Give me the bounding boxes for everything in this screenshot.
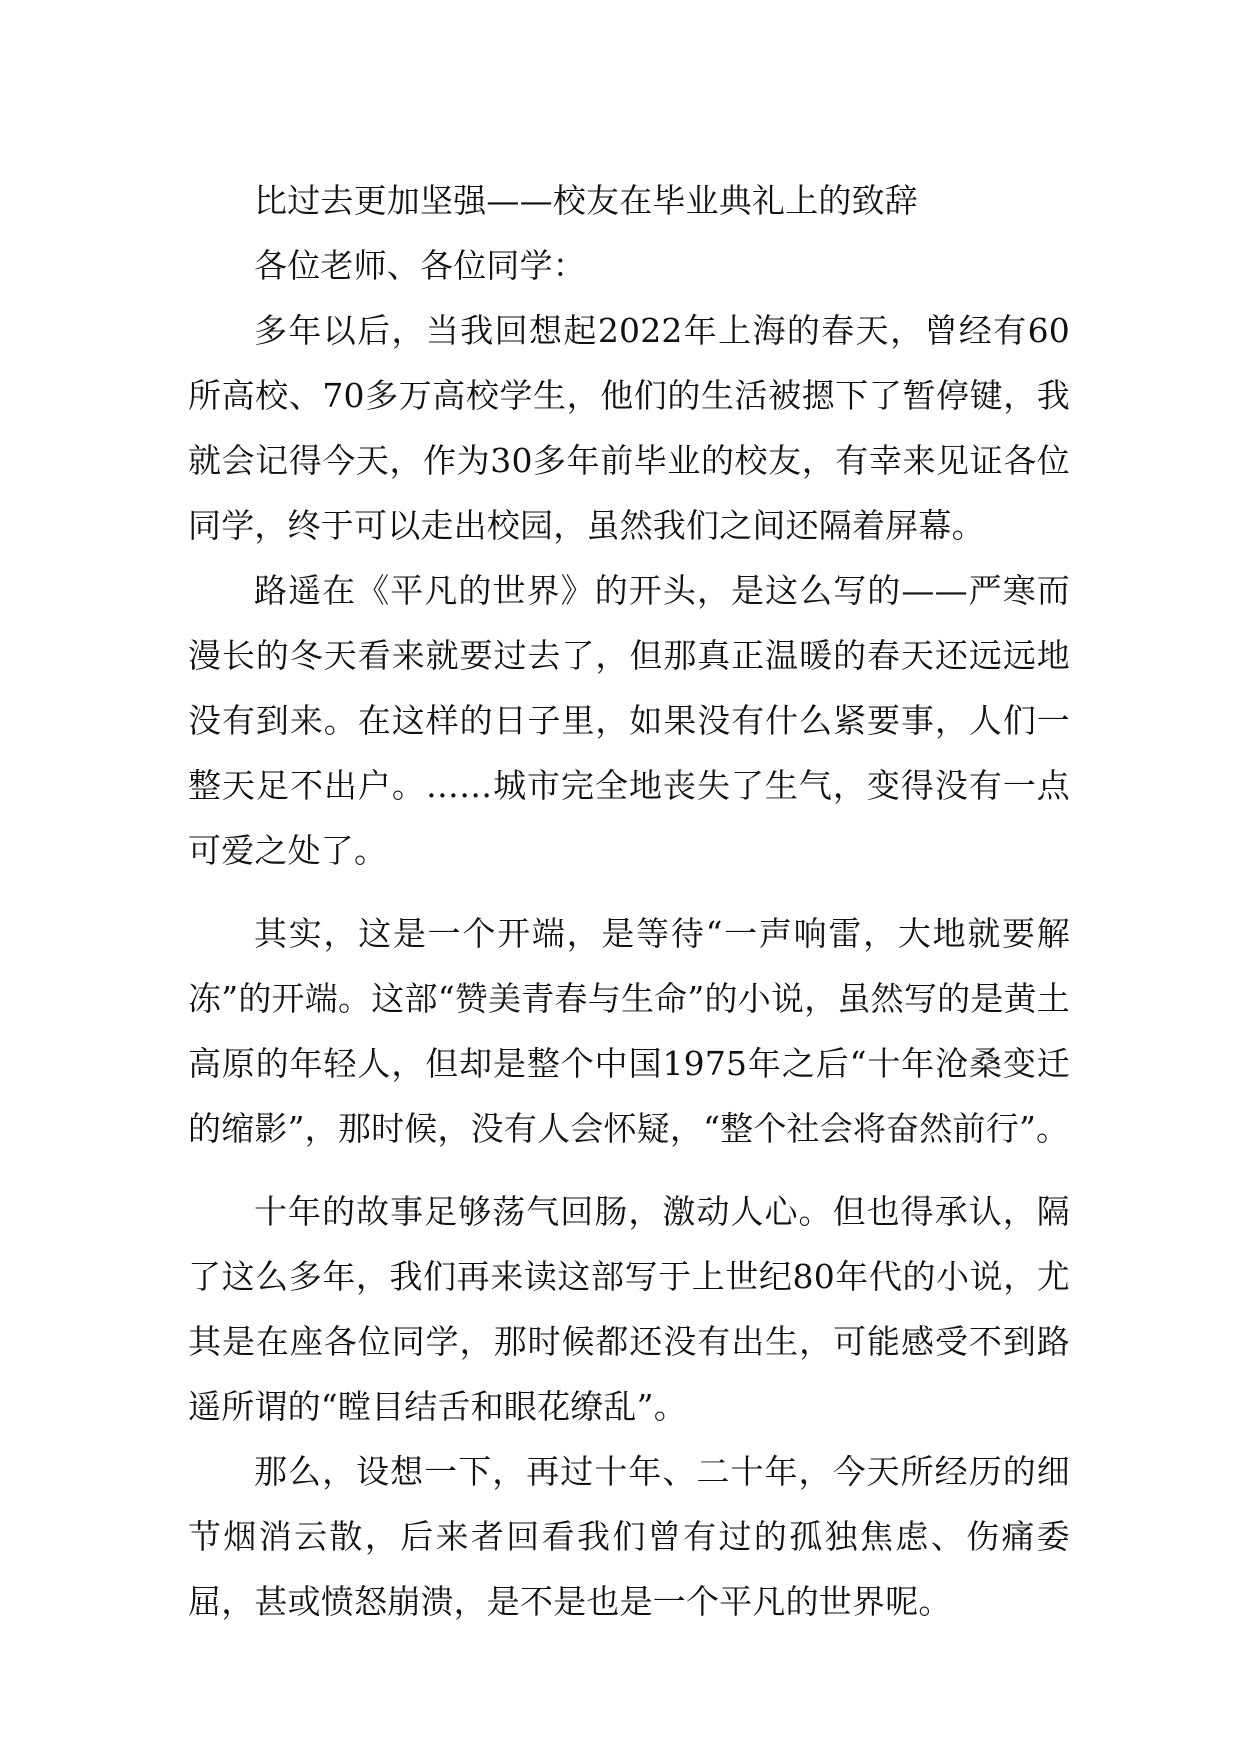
paragraph-2: 路遥在《平凡的世界》的开头，是这么写的——严寒而漫长的冬天看来就要过去了，但那真正温暖的春天还远远地没有到来。在这样的日子里，如果没有什么紧要事，人们一整天足不出户。……城市完全地丧失了生气，变得没有一点可爱之处了。 bbox=[188, 571, 1070, 870]
paragraph-4: 十年的故事足够荡气回肠，激动人心。但也得承认，隔了这么多年，我们再来读这部写于上世纪80年代的小说，尤其是在座各位同学，那时候都还没有出生，可能感受不到路遥所谓的“瞠目结舌和眼花缭乱”。 bbox=[188, 1192, 1070, 1426]
paragraph-5: 那么，设想一下，再过十年、二十年，今天所经历的细节烟消云散，后来者回看我们曾有过的孤独焦虑、伤痛委屈，甚或愤怒崩溃，是不是也是一个平凡的世界呢。 bbox=[188, 1452, 1070, 1621]
paragraph-1: 多年以后，当我回想起2022年上海的春天，曾经有60所高校、70多万高校学生，他们的生活被摁下了暂停键，我就会记得今天，作为30多年前毕业的校友，有幸来见证各位同学，终于可以走出校园，虽然我们之间还隔着屏幕。 bbox=[188, 311, 1070, 545]
salutation: 各位老师、各位同学： bbox=[254, 246, 586, 285]
document-title: 比过去更加坚强——校友在毕业典礼上的致辞 bbox=[254, 181, 918, 220]
document-body bbox=[188, 168, 1070, 1634]
paragraph-3: 其实，这是一个开端，是等待“一声响雷，大地就要解冻”的开端。这部“赞美青春与生命”的小说，虽然写的是黄土高原的年轻人，但却是整个中国1975年之后“十年沧桑变迁的缩影”，那时候，没有人会怀疑，“整个社会将奋然前行”。 bbox=[188, 914, 1070, 1148]
